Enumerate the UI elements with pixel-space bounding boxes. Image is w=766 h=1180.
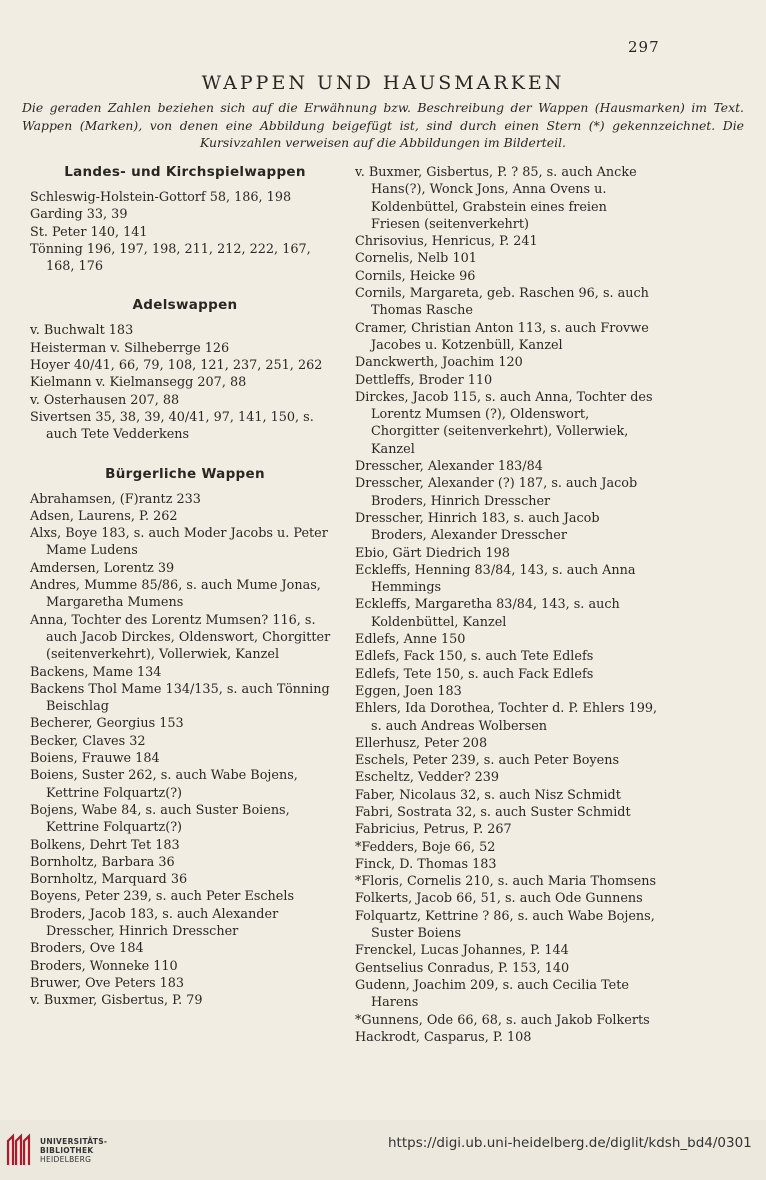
index-entry: Folquartz, Kettrine ? 86, s. auch Wabe Bojens, Suster Boiens: [355, 908, 655, 942]
index-entry: Chrisovius, Henricus, P. 241: [355, 234, 538, 250]
index-entry: *Fedders, Boje 66, 52: [355, 839, 496, 855]
index-entry: Boyens, Peter 239, s. auch Peter Eschels: [30, 889, 295, 905]
section-landes-kirchspielwappen: [30, 164, 340, 275]
index-entry: Broders, Ove 184: [30, 941, 144, 957]
index-entry: Boiens, Frauwe 184: [30, 751, 160, 767]
index-entry: Cornils, Margareta, geb. Raschen 96, s. auch Thomas Rasche: [355, 286, 649, 319]
index-entry: Broders, Wonneke 110: [30, 958, 178, 974]
index-entry: Backens Thol Mame 134/135, s. auch Tönning Beischlag: [30, 681, 330, 715]
index-entry: Gentselius Conradus, P. 153, 140: [355, 960, 570, 976]
index-entry: Becherer, Georgius 153: [30, 716, 184, 732]
library-name-line: HEIDELBERG: [40, 1154, 92, 1164]
library-name-line: BIBLIOTHEK: [40, 1145, 94, 1155]
right-column: [355, 164, 658, 1046]
index-entry: *Gunnens, Ode 66, 68, s. auch Jakob Folkerts: [355, 1012, 650, 1028]
library-name-line: UNIVERSITÄTS-: [40, 1136, 108, 1146]
index-entry: Heisterman v. Silheberrge 126: [30, 340, 230, 356]
index-entry: Adsen, Laurens, P. 262: [30, 508, 178, 524]
index-entry: Becker, Claves 32: [30, 733, 146, 749]
index-entry: Hackrodt, Casparus, P. 108: [355, 1029, 532, 1045]
index-entry: Backens, Mame 134: [30, 664, 162, 680]
index-entry: Bornholtz, Marquard 36: [30, 872, 188, 888]
index-entry: Edlefs, Tete 150, s. auch Fack Edlefs: [355, 666, 594, 682]
permalink-url[interactable]: https://digi.ub.uni-heidelberg.de/diglit/kdsh_bd4/0301: [388, 1135, 752, 1151]
index-entry: Bruwer, Ove Peters 183: [30, 975, 184, 991]
section-heading: Adelswappen: [132, 297, 238, 314]
left-column: [30, 164, 340, 1031]
index-entry: Ellerhusz, Peter 208: [355, 735, 488, 751]
index-entry: Schleswig-Holstein-Gottorf 58, 186, 198: [30, 190, 292, 205]
index-entry: Eckleffs, Henning 83/84, 143, s. auch Anna Hemmings: [355, 562, 636, 596]
index-entry: *Floris, Cornelis 210, s. auch Maria Thomsens: [355, 874, 657, 890]
index-entry: v. Buxmer, Gisbertus, P. 79: [30, 993, 203, 1009]
section-heading: Landes- und Kirchspielwappen: [64, 164, 306, 180]
index-entry: Escheltz, Vedder? 239: [355, 770, 500, 786]
index-entry: Edlefs, Fack 150, s. auch Tete Edlefs: [355, 649, 594, 665]
section-adelswappen: [30, 297, 340, 443]
index-entry: Cornils, Heicke 96: [355, 268, 476, 284]
index-entry: Dresscher, Alexander 183/84: [355, 459, 543, 475]
index-entry: Dirckes, Jacob 115, s. auch Anna, Tochter des Lorentz Mumsen (?), Oldenswort, Chorgitter (seitenverkehrt), Vollerwiek, Kanzel: [355, 389, 653, 457]
index-entry: Gudenn, Joachim 209, s. auch Cecilia Tete Harens: [355, 977, 629, 1011]
index-entry: Bornholtz, Barbara 36: [30, 854, 175, 870]
index-entry: Finck, D. Thomas 183: [355, 856, 497, 872]
index-entry: Amdersen, Lorentz 39: [30, 560, 175, 576]
index-entry: v. Buxmer, Gisbertus, P. ? 85, s. auch Ancke Hans(?), Wonck Jons, Anna Ovens u. Koldenbüttel, Grabstein eines freien Friesen (seitenverkehrt): [355, 165, 637, 232]
index-entry: Garding 33, 39: [30, 207, 128, 223]
index-entry: Bolkens, Dehrt Tet 183: [30, 837, 180, 853]
index-entry: Frenckel, Lucas Johannes, P. 144: [355, 943, 569, 959]
library-logo[interactable]: [6, 1133, 107, 1167]
index-entry: Tönning 196, 197, 198, 211, 212, 222, 167, 168, 176: [30, 241, 311, 275]
index-entry: Broders, Jacob 183, s. auch Alexander Dresscher, Hinrich Dresscher: [30, 906, 279, 939]
index-entry: Abrahamsen, (F)rantz 233: [30, 491, 201, 507]
index-entry: Sivertsen 35, 38, 39, 40/41, 97, 141, 150, s. auch Tete Vedderkens: [30, 409, 314, 443]
index-entry: Ehlers, Ida Dorothea, Tochter d. P. Ehlers 199, s. auch Andreas Wolbersen: [355, 701, 658, 734]
index-entry: Bojens, Wabe 84, s. auch Suster Boiens, Kettrine Folquartz(?): [30, 802, 290, 836]
index-entry: Fabricius, Petrus, P. 267: [355, 822, 512, 838]
page-title: WAPPEN UND HAUSMARKEN: [201, 72, 565, 94]
index-entry: Kielmann v. Kielmansegg 207, 88: [30, 375, 247, 391]
index-entry: Boiens, Suster 262, s. auch Wabe Bojens, Kettrine Folquartz(?): [30, 768, 298, 801]
index-entry: v. Osterhausen 207, 88: [30, 392, 180, 408]
index-entry: Eschels, Peter 239, s. auch Peter Boyens: [355, 753, 620, 769]
university-seal-icon: [6, 1133, 32, 1167]
index-entry: Cramer, Christian Anton 113, s. auch Frovwe Jacobes u. Kotzenbüll, Kanzel: [355, 320, 649, 353]
index-entry: Andres, Mumme 85/86, s. auch Mume Jonas, Margaretha Mumens: [30, 578, 321, 611]
index-entry: Eggen, Joen 183: [355, 683, 462, 699]
index-entry: Alxs, Boye 183, s. auch Moder Jacobs u. Peter Mame Ludens: [30, 526, 328, 559]
index-entry: Fabri, Sostrata 32, s. auch Suster Schmidt: [355, 804, 631, 820]
index-entry: Edlefs, Anne 150: [355, 632, 466, 648]
index-entry: Faber, Nicolaus 32, s. auch Nisz Schmidt: [355, 787, 621, 803]
index-entry: Danckwerth, Joachim 120: [355, 355, 523, 371]
index-entry: Cornelis, Nelb 101: [355, 251, 477, 267]
index-entry: Dettleffs, Broder 110: [355, 372, 493, 388]
library-name: [40, 1137, 107, 1164]
intro-note: Die geraden Zahlen beziehen sich auf die Erwähnung bzw. Beschreibung der Wappen (Hausmarken) im Text. Wappen (Marken), von denen eine Abbildung beigefügt ist, sind durch einen Stern (*) gekennzeichnet. Die Kursivzahlen verweisen auf die Abbildungen im Bilderteil.: [22, 100, 744, 151]
index-entry: v. Buchwalt 183: [30, 323, 134, 339]
section-buergerliche-wappen: [30, 466, 340, 1010]
index-entry: Ebio, Gärt Diedrich 198: [355, 545, 510, 561]
index-entry: Folkerts, Jacob 66, 51, s. auch Ode Gunnens: [355, 891, 643, 907]
index-entry: Eckleffs, Margaretha 83/84, 143, s. auch Koldenbüttel, Kanzel: [355, 597, 620, 630]
index-entry: Dresscher, Hinrich 183, s. auch Jacob Broders, Alexander Dresscher: [355, 510, 600, 544]
index-entry: Hoyer 40/41, 66, 79, 108, 121, 237, 251, 262: [30, 358, 323, 374]
index-entry: Dresscher, Alexander (?) 187, s. auch Jacob Broders, Hinrich Dresscher: [355, 476, 638, 509]
index-entry: St. Peter 140, 141: [30, 224, 148, 240]
page-number: 297: [628, 38, 660, 56]
section-heading: Bürgerliche Wappen: [105, 465, 265, 482]
index-entry: Anna, Tochter des Lorentz Mumsen? 116, s. auch Jacob Dirckes, Oldenswort, Chorgitter (seitenverkehrt), Vollerwiek, Kanzel: [30, 612, 331, 663]
